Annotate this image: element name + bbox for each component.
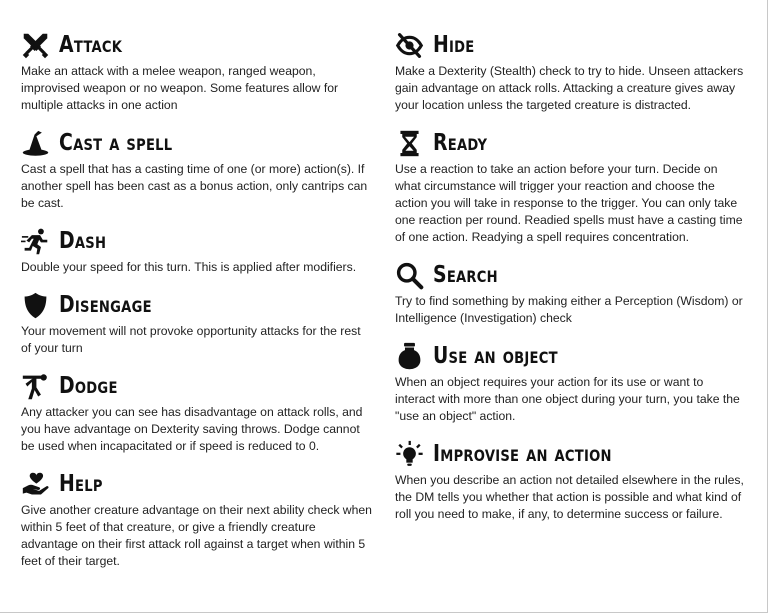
action-cast-a-spell (21, 128, 373, 212)
action-description: Your movement will not provoke opportunity attacks for the rest of your turn (21, 324, 361, 355)
hidden-eye-icon (395, 31, 424, 60)
right-column (395, 30, 745, 537)
action-help (21, 469, 373, 570)
action-title: Dash (59, 228, 107, 254)
action-hide (395, 30, 745, 114)
magnifying-glass-icon (395, 261, 424, 290)
wizard-hat-icon (21, 129, 50, 158)
left-column (21, 30, 373, 584)
action-title: Use an object (433, 343, 558, 369)
helping-hand-heart-icon (21, 470, 50, 499)
action-improvise-an-action (395, 439, 745, 523)
action-title: Ready (433, 130, 488, 156)
action-dash (21, 226, 373, 276)
shield-icon (21, 291, 50, 320)
action-description: Double your speed for this turn. This is applied after modifiers. (21, 260, 357, 274)
running-person-icon (21, 227, 50, 256)
lightbulb-icon (395, 440, 424, 469)
action-description: When you describe an action not detailed elsewhere in the rules, the DM tells you whether that action is possible and what kind of roll you need to make, if any, to determine success or failure. (395, 473, 744, 521)
action-title: Help (59, 471, 103, 497)
action-search (395, 260, 745, 327)
action-description: Give another creature advantage on their next ability check when within 5 feet of that creature, or give a friendly creature advantage on their first attack roll against a target when within 5 feet of their target. (21, 503, 372, 568)
action-disengage (21, 290, 373, 357)
action-use-an-object (395, 341, 745, 425)
action-title: Improvise an action (433, 441, 612, 467)
action-attack (21, 30, 373, 114)
action-description: Cast a spell that has a casting time of one (or more) action(s). If another spell has been cast as a bonus action, only cantrips can be cast. (21, 162, 368, 210)
action-description: Try to find something by making either a Perception (Wisdom) or Intelligence (Investigation) check (395, 294, 743, 325)
action-title: Dodge (59, 373, 118, 399)
action-ready (395, 128, 745, 246)
hourglass-icon (395, 129, 424, 158)
action-description: Use a reaction to take an action before your turn. Decide on what circumstance will trigger your reaction and choose the action you will take in response to the trigger. You can only take one reaction per round. Readied spells must have a casting time of one action. Readying a spell requires concentration. (395, 162, 743, 244)
action-description: When an object requires your action for its use or want to interact with more than one object during your turn, you take the "use an object" action. (395, 375, 740, 423)
jar-icon (395, 342, 424, 371)
action-title: Cast a spell (59, 130, 173, 156)
action-dodge (21, 371, 373, 455)
action-description: Any attacker you can see has disadvantage on attack rolls, and you have advantage on Dexterity saving throws. Dodge cannot be used when incapacitated or if speed is reduced to 0. (21, 405, 363, 453)
dodging-person-icon (21, 372, 50, 401)
action-title: Hide (433, 32, 475, 58)
crossed-swords-icon (21, 31, 50, 60)
action-description: Make an attack with a melee weapon, ranged weapon, improvised weapon or no weapon. Some features allow for multiple attacks in one action (21, 64, 339, 112)
action-title: Attack (59, 32, 123, 58)
action-title: Disengage (59, 292, 152, 318)
action-title: Search (433, 262, 498, 288)
action-description: Make a Dexterity (Stealth) check to try to hide. Unseen attackers gain advantage on attack rolls. Attacking a creature gives away your location unless the targeted creature is distracted. (395, 64, 744, 112)
